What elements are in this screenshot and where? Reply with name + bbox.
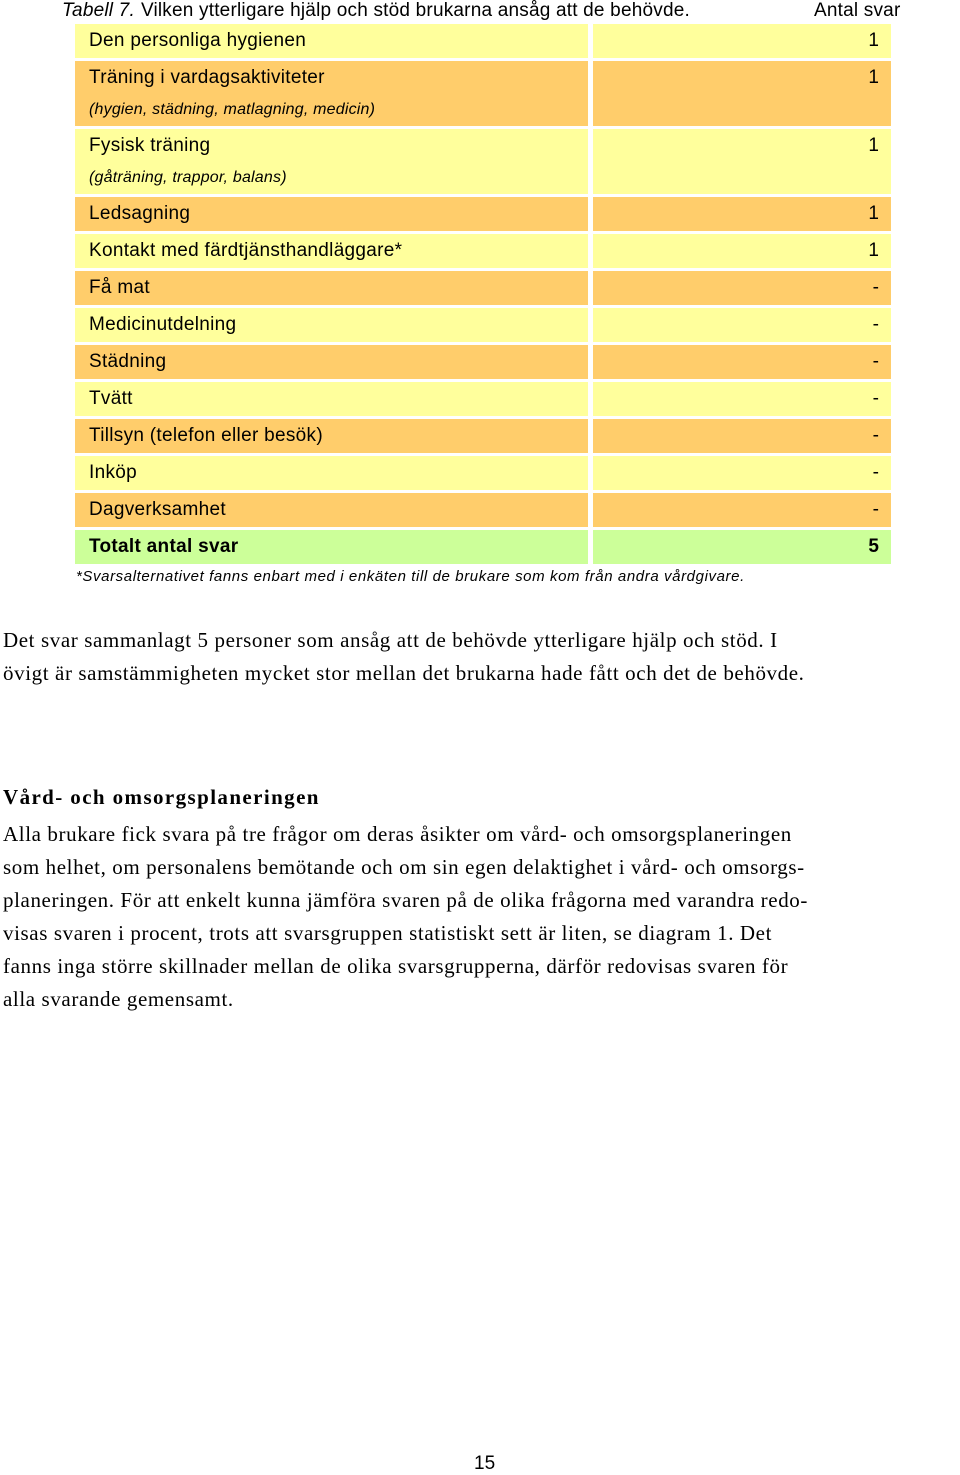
text-line: alla svarande gemensamt.: [3, 987, 234, 1011]
table-row: [75, 308, 893, 342]
paragraph-summary: [3, 624, 953, 690]
row-sublabel: (hygien, städning, matlagning, medicin): [89, 101, 376, 118]
text-line: planeringen. För att enkelt kunna jämföra svaren på de olika frågorna med varandra redo-: [3, 888, 808, 912]
row-value: 1: [868, 67, 879, 88]
table-row: [75, 197, 893, 231]
table-row: [75, 419, 893, 453]
row-label: Inköp: [89, 462, 137, 483]
text-line: Alla brukare fick svara på tre frågor om deras åsikter om vård- och omsorgsplaneringen: [3, 822, 792, 846]
row-value: -: [872, 388, 879, 409]
table-row: [75, 24, 893, 58]
row-value: -: [872, 499, 879, 520]
column-header: Antal svar: [814, 0, 901, 21]
row-value: -: [872, 462, 879, 483]
table-caption-label: Tabell 7.: [62, 0, 135, 21]
table-footnote: *Svarsalternativet fanns enbart med i enkäten till de brukare som kom från andra vårdgivare.: [76, 568, 745, 585]
text-line: som helhet, om personalens bemötande och om sin egen delaktighet i vård- och omsorgs-: [3, 855, 805, 879]
row-value: -: [872, 277, 879, 298]
text-line: övigt är samstämmigheten mycket stor mellan det brukarna hade fått och det de behövde.: [3, 661, 805, 685]
row-value: -: [872, 314, 879, 335]
text-line: Det svar sammanlagt 5 personer som ansåg att de behövde ytterligare hjälp och stöd. I: [3, 628, 778, 652]
table-row: [75, 345, 893, 379]
row-label: Tvätt: [89, 388, 133, 409]
table-total-row: [75, 530, 893, 564]
text-line: visas svaren i procent, trots att svarsgruppen statistiskt sett är liten, se diagram 1. Det: [3, 921, 773, 945]
table-caption: [62, 0, 952, 24]
table-row: [75, 456, 893, 490]
text-line: fanns inga större skillnader mellan de olika svarsgrupperna, därför redovisas svaren för: [3, 954, 789, 978]
row-label: Dagverksamhet: [89, 499, 226, 520]
row-label: Träning i vardagsaktiviteter: [89, 67, 325, 88]
row-value: 1: [868, 30, 879, 51]
help-needed-table: [75, 24, 893, 567]
table-caption-text: Vilken ytterligare hjälp och stöd brukarna ansåg att de behövde.: [140, 0, 690, 21]
row-value: 1: [868, 240, 879, 261]
row-value: -: [872, 425, 879, 446]
paragraph-planning: [3, 818, 953, 1016]
total-value: 5: [868, 536, 879, 557]
row-value: -: [872, 351, 879, 372]
row-label: Städning: [89, 351, 167, 372]
table-row: [75, 129, 893, 194]
table-row: [75, 234, 893, 268]
row-label: Ledsagning: [89, 203, 191, 224]
table-row: [75, 493, 893, 527]
row-label: Kontakt med färdtjänsthandläggare*: [89, 240, 403, 261]
table-row: [75, 271, 893, 305]
row-label: Få mat: [89, 277, 150, 298]
table-row: [75, 382, 893, 416]
table-row: [75, 61, 893, 126]
row-value: 1: [868, 135, 879, 156]
row-label: Tillsyn (telefon eller besök): [89, 425, 323, 446]
row-label: Fysisk träning: [89, 135, 211, 156]
section-heading: Vård- och omsorgsplaneringen: [3, 785, 320, 809]
total-label: Totalt antal svar: [89, 536, 239, 557]
row-value: 1: [868, 203, 879, 224]
row-label: Den personliga hygienen: [89, 30, 307, 51]
row-label: Medicinutdelning: [89, 314, 237, 335]
row-sublabel: (gåträning, trappor, balans): [89, 169, 287, 186]
page-number: 15: [474, 1453, 496, 1474]
